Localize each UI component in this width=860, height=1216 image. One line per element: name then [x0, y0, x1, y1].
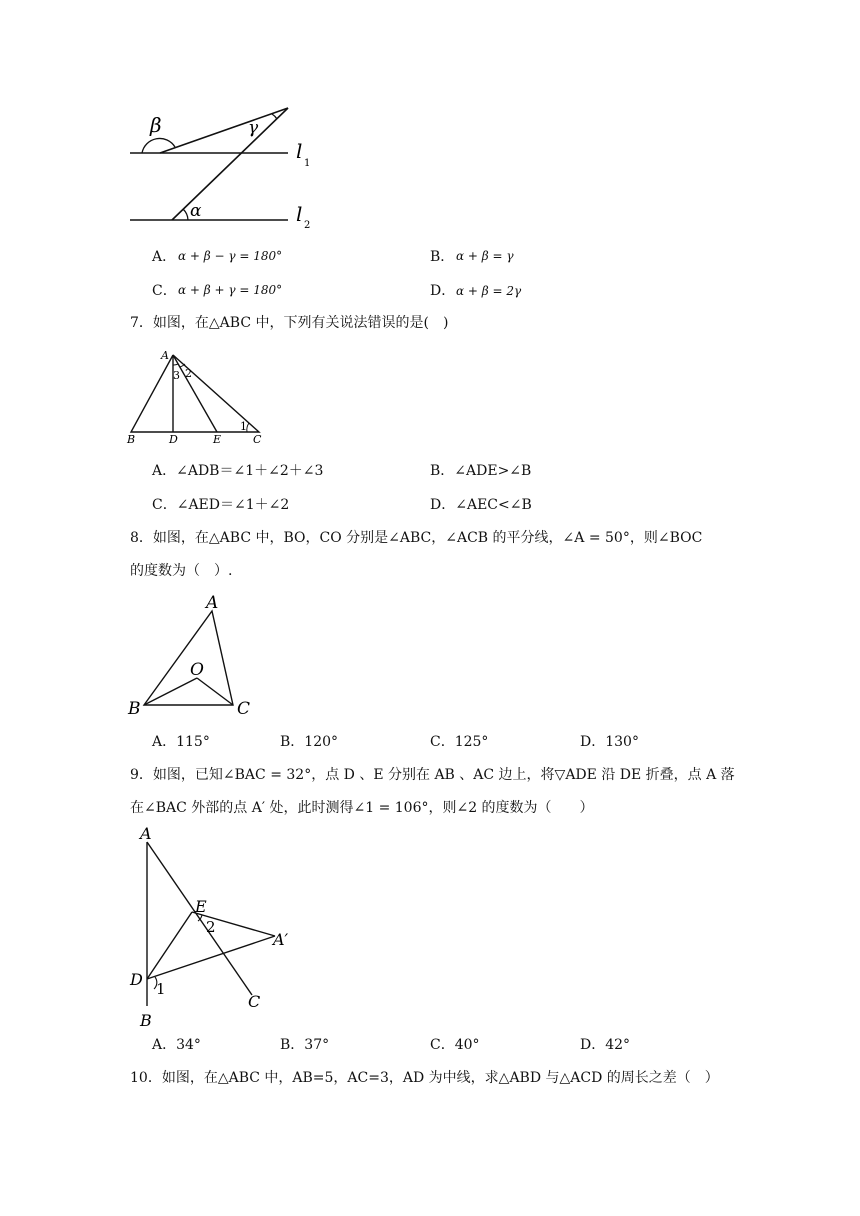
q8-label-a: A	[206, 593, 219, 613]
q7-label-a: A	[161, 349, 169, 362]
q7-figure	[125, 345, 270, 447]
q7-stem: 7．如图，在△ABC 中，下列有关说法错误的是( )	[130, 315, 449, 331]
q9-option-d: D．42°	[580, 1037, 631, 1053]
q7-label-1: 1	[240, 420, 247, 433]
q9-line-ac	[147, 842, 252, 995]
q9-label-2: 2	[206, 918, 216, 936]
angle-beta-arc	[142, 138, 175, 153]
q7-angle3-arc	[173, 364, 178, 365]
q7-label-b: B	[127, 433, 136, 446]
q7-option-d: D．∠AEC<∠B	[430, 497, 532, 513]
q9-option-c: C．40°	[430, 1037, 480, 1053]
q8-stem-line1: 8．如图，在△ABC 中，BO，CO 分别是∠ABC，∠ACB 的平分线，∠A = 50°，则∠BOC	[130, 530, 703, 546]
q6-option-d-letter: D．	[430, 283, 456, 299]
label-l2-sub: 2	[304, 220, 311, 231]
q6-option-c-letter: C．	[152, 283, 177, 299]
q9-option-b: B．37°	[280, 1037, 330, 1053]
label-l1: l	[296, 139, 303, 163]
q8-figure	[125, 590, 260, 720]
q7-option-c: C．∠AED＝∠1＋∠2	[152, 497, 290, 513]
q9-label-d: D	[130, 970, 143, 989]
q9-label-c: C	[248, 992, 261, 1011]
q7-label-c: C	[253, 433, 262, 446]
label-l2: l	[296, 202, 303, 226]
q7-option-b: B．∠ADE>∠B	[430, 463, 532, 479]
label-gamma: γ	[248, 118, 259, 138]
q7-label-2: 2	[185, 367, 192, 380]
q8-option-d: D．130°	[580, 734, 639, 750]
angle-gamma-arc	[272, 114, 277, 119]
q8-option-c: C．125°	[430, 734, 489, 750]
q6-option-c: α + β + γ = 180°	[178, 283, 283, 297]
q10-stem: 10．如图，在△ABC 中，AB=5，AC=3，AD 为中线，求△ABD 与△ACD 的周长之差（ ）	[130, 1070, 719, 1086]
q6-option-b: α + β = γ	[456, 249, 514, 263]
q6-option-d: α + β = 2γ	[456, 284, 522, 298]
q9-label-a: A	[140, 824, 152, 843]
q9-label-1: 1	[156, 980, 166, 998]
q6-option-b-letter: B．	[430, 249, 455, 265]
q7-segment-ae	[173, 355, 217, 432]
q9-segment-de	[147, 912, 192, 979]
q9-label-e: E	[195, 897, 207, 916]
q7-label-e: E	[213, 433, 222, 446]
q8-option-b: B．120°	[280, 734, 339, 750]
label-beta: β	[150, 113, 162, 137]
q8-label-c: C	[237, 699, 251, 719]
q9-option-a: A．34°	[152, 1037, 201, 1053]
q8-triangle	[144, 611, 233, 705]
q6-option-a-letter: A．	[152, 249, 177, 265]
q6-option-a: α + β − γ = 180°	[178, 249, 283, 263]
q7-angle1-arc	[247, 423, 249, 432]
q9-figure	[125, 822, 300, 1032]
q8-label-o: O	[190, 660, 204, 680]
q7-option-a: A．∠ADB＝∠1＋∠2＋∠3	[152, 463, 324, 479]
label-alpha: α	[190, 201, 202, 221]
q8-option-a: A．115°	[152, 734, 210, 750]
q9-label-a-prime: A′	[273, 930, 289, 949]
q8-stem-line2: 的度数为（ ）.	[130, 563, 233, 579]
q9-label-b: B	[140, 1011, 152, 1030]
q9-segment-da-prime	[147, 936, 275, 979]
q9-stem-line1: 9．如图，已知∠BAC = 32°，点 D 、E 分别在 AB 、AC 边上，将▽ADE 沿 DE 折叠，点 A 落	[130, 767, 735, 783]
q8-segment-bo	[144, 678, 197, 705]
q9-stem-line2: 在∠BAC 外部的点 A′ 处，此时测得∠1 = 106°，则∠2 的度数为（ ）	[130, 800, 594, 816]
q7-label-d: D	[169, 433, 178, 446]
q7-label-3: 3	[173, 369, 180, 382]
angle-alpha-arc	[183, 209, 188, 220]
label-l1-sub: 1	[304, 158, 311, 169]
transversal-top	[160, 108, 288, 153]
q8-label-b: B	[128, 699, 141, 719]
q6-figure	[120, 100, 330, 235]
